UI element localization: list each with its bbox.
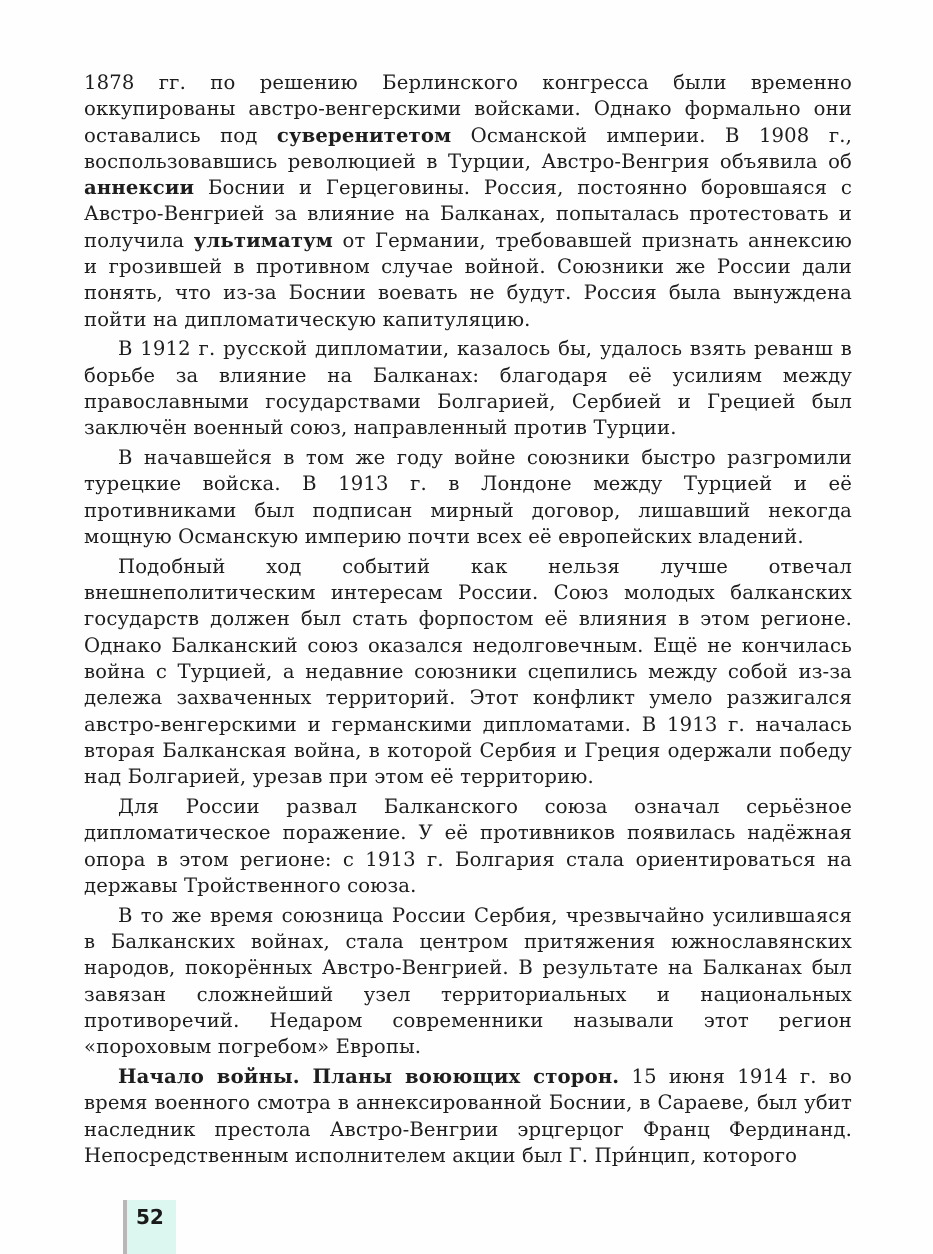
paragraph-p1 (84, 70, 852, 333)
text-run: В то же время союзница России Сербия, чрезвычайно усилившаяся в Балканских войнах, стала центром притяжения южнославянских народов, покорённых Австро-Венгрией. В результате на Балканах был завязан сложнейший узел территориальных и национальных противоречий. Недаром современники называли этот регион «пороховым погребом» Европы. (84, 903, 852, 1059)
page-text (84, 70, 852, 1173)
paragraph-p2 (84, 336, 852, 441)
paragraph-p4 (84, 554, 852, 791)
text-run: от Германии, требовавшей признать аннексию и грозившей в противном случае войной. Союзники же России дали понять, что из-за Боснии воевать не будут. Россия была вынуждена пойти на дипломатическую капитуляцию. (84, 228, 852, 331)
bold-term: аннексии (84, 176, 195, 200)
paragraph-p5 (84, 794, 852, 899)
bold-term: Начало войны. Планы воюющих сторон. (118, 1064, 620, 1088)
paragraph-p3 (84, 445, 852, 550)
page-number: 52 (136, 1205, 164, 1229)
text-run: В 1912 г. русской дипломатии, казалось бы, удалось взять реванш в борьбе за влияние на Балканах: благодаря её усилиям между православными государствами Болгарией, Сербией и Грецией был заключён военный союз, направленный против Турции. (84, 337, 852, 440)
text-run: 15 июня 1914 г. во время военного смотра в аннексированной Боснии, в Сараеве, был убит наследник престола Австро-Венгрии эрцгерцог Франц Фердинанд. Непосредственным исполнителем акции был Г. При́нцип, которого (84, 1064, 852, 1167)
paragraph-p6 (84, 903, 852, 1061)
text-run: Для России развал Балканского союза означал серьёзное дипломатическое поражение. У её противников появилась надёжная опора в этом регионе: с 1913 г. Болгария стала ориентироваться на державы Тройственного союза. (84, 795, 852, 897)
text-run: 1878 гг. по решению Берлинского конгресса были временно оккупированы австро-венгерскими войсками. Однако формально они оставались под (84, 71, 852, 147)
paragraph-p7 (84, 1064, 852, 1169)
text-run: Османской империи. В 1908 г., воспользовавшись революцией в Турции, Австро-Венгрия объявила об (84, 123, 852, 173)
text-run: В начавшейся в том же году войне союзники быстро разгромили турецкие войска. В 1913 г. в Лондоне между Турцией и её противниками был подписан мирный договор, лишавший некогда мощную Османскую империю почти всех её европейских владений. (84, 446, 852, 549)
bold-term: суверенитетом (276, 123, 452, 147)
bold-term: ультиматум (193, 228, 333, 252)
text-run: Боснии и Герцеговины. Россия, постоянно боровшаяся с Австро-Венгрией за влияние на Балканах, попыталась протестовать и получила (84, 176, 852, 252)
text-run: Подобный ход событий как нельзя лучше отвечал внешнеполитическим интересам России. Союз молодых балканских государств должен был стать форпостом её влияния в этом регионе. Однако Балканский союз оказался недолговечным. Ещё не кончилась война с Турцией, а недавние союзники сцепились между собой из-за дележа захваченных территорий. Этот конфликт умело разжигался австро-венгерскими и германскими дипломатами. В 1913 г. началась вторая Балканская война, в которой Сербия и Греция одержали победу над Болгарией, урезав при этом её территорию. (84, 554, 852, 789)
